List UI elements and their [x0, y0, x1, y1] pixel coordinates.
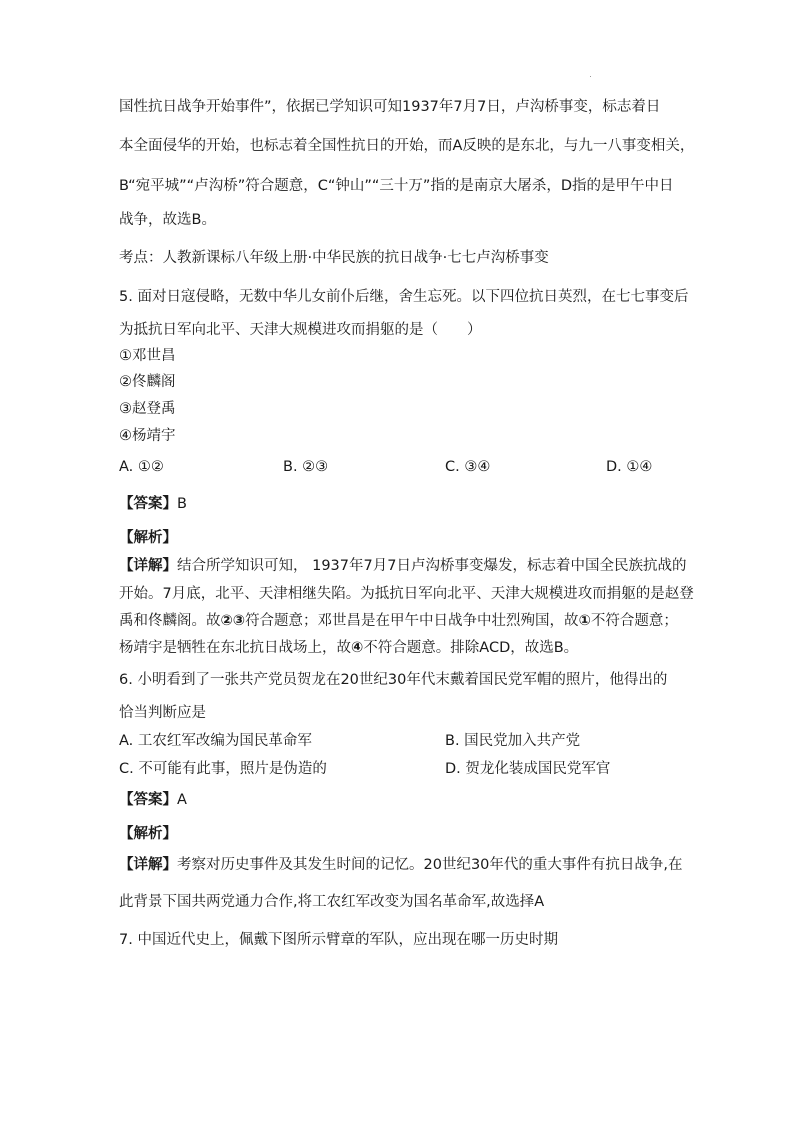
q5-detail-4a: 杨靖宇是牺牲在东北抗日战场上，故: [119, 640, 351, 656]
q5-detail-4b: 不符合题意。排除ACD，故选B。: [363, 640, 579, 656]
q5-detail-line-2: 开始。7月底，北平、天津相继失陷。为抵抗日军向北平、天津大规模进攻而捐躯的是赵登: [119, 586, 694, 602]
q5-detail-line-1: [119, 556, 686, 576]
q6-answer-line: [119, 790, 187, 810]
q6-option-c: C. 不可能有此事，照片是伪造的: [119, 761, 327, 777]
q6-detail-tag: 【详解】: [119, 857, 177, 873]
q5-item-1: ①邓世昌: [119, 348, 176, 364]
q5-answer-tag: 【答案】: [119, 496, 177, 512]
q5-answer-line: [119, 494, 187, 514]
q5-item-3: ③赵登禹: [119, 401, 176, 417]
q5-item-4: ④杨靖宇: [119, 428, 176, 444]
q5-detail-tag: 【详解】: [119, 558, 177, 574]
scan-speck: [590, 76, 591, 77]
q6-option-b: B. 国民党加入共产党: [445, 733, 581, 749]
q5-item-2: ②佟麟阁: [119, 374, 176, 390]
kaodian-line: 考点：人教新课标八年级上册·中华民族的抗日战争·七七卢沟桥事变: [119, 250, 549, 266]
q5-detail-circle-1: ①: [578, 613, 591, 629]
prev-explanation-line-3: B“宛平城”“卢沟桥”符合题意，C“钟山”“三十万”指的是南京大屠杀，D指的是甲午中日: [119, 178, 674, 194]
q5-stem-line-1: 5. 面对日寇侵略，无数中华儿女前仆后继，舍生忘死。以下四位抗日英烈，在七七事变后: [119, 289, 689, 305]
q5-option-b: B. ②③: [283, 459, 329, 475]
q6-analysis-title: 【解析】: [119, 826, 177, 842]
q5-detail-3b: 符合题意；邓世昌是在甲午中日战争中壮烈殉国，故: [245, 613, 579, 629]
q5-stem-line-2: 为抵抗日军向北平、天津大规模进攻而捐躯的是（ ）: [119, 322, 482, 338]
q5-option-c: C. ③④: [445, 459, 491, 475]
q5-detail-circle-4: ④: [351, 640, 364, 656]
q5-detail-line-3: [119, 611, 678, 631]
q6-stem-line-1: 6. 小明看到了一张共产党员贺龙在20世纪30年代末戴着国民党军帽的照片，他得出的: [119, 672, 668, 688]
q5-answer-value: B: [177, 496, 187, 512]
q6-option-a: A. 工农红军改编为国民革命军: [119, 733, 312, 749]
q6-stem-line-2: 恰当判断应是: [119, 705, 206, 721]
q5-detail-circle-2: ②: [220, 613, 233, 629]
prev-explanation-line-1: 国性抗日战争开始事件”，依据已学知识可知1937年7月7日，卢沟桥事变，标志着日: [119, 99, 661, 115]
q5-option-a: A. ①②: [119, 459, 164, 475]
q5-detail-3a: 禹和佟麟阁。故: [119, 613, 221, 629]
q6-detail-line-2: 此背景下国共两党通力合作,将工农红军改变为国名革命军,故选择A: [119, 894, 545, 910]
q6-detail-line-1: [119, 855, 683, 875]
q6-detail-text-1: 考察对历史事件及其发生时间的记忆。20世纪30年代的重大事件有抗日战争,在: [177, 857, 683, 873]
q5-analysis-title: 【解析】: [119, 530, 177, 546]
q5-detail-text-1: 结合所学知识可知， 1937年7月7日卢沟桥事变爆发，标志着中国全民族抗战的: [177, 558, 687, 574]
prev-explanation-line-2: 本全面侵华的开始，也标志着全国性抗日的开始，而A反映的是东北，与九一八事变相关，: [119, 138, 695, 154]
q6-answer-tag: 【答案】: [119, 792, 177, 808]
q5-detail-3c: 不符合题意；: [590, 613, 678, 629]
q5-detail-circle-3: ③: [232, 613, 246, 629]
q5-detail-line-4: [119, 638, 578, 658]
q5-option-d: D. ①④: [606, 459, 653, 475]
q6-answer-value: A: [177, 792, 187, 808]
q7-stem: 7. 中国近代史上，佩戴下图所示臂章的军队，应出现在哪一历史时期: [119, 932, 558, 948]
q6-option-d: D. 贺龙化装成国民党军官: [445, 761, 611, 777]
prev-explanation-line-4: 战争，故选B。: [119, 212, 216, 228]
